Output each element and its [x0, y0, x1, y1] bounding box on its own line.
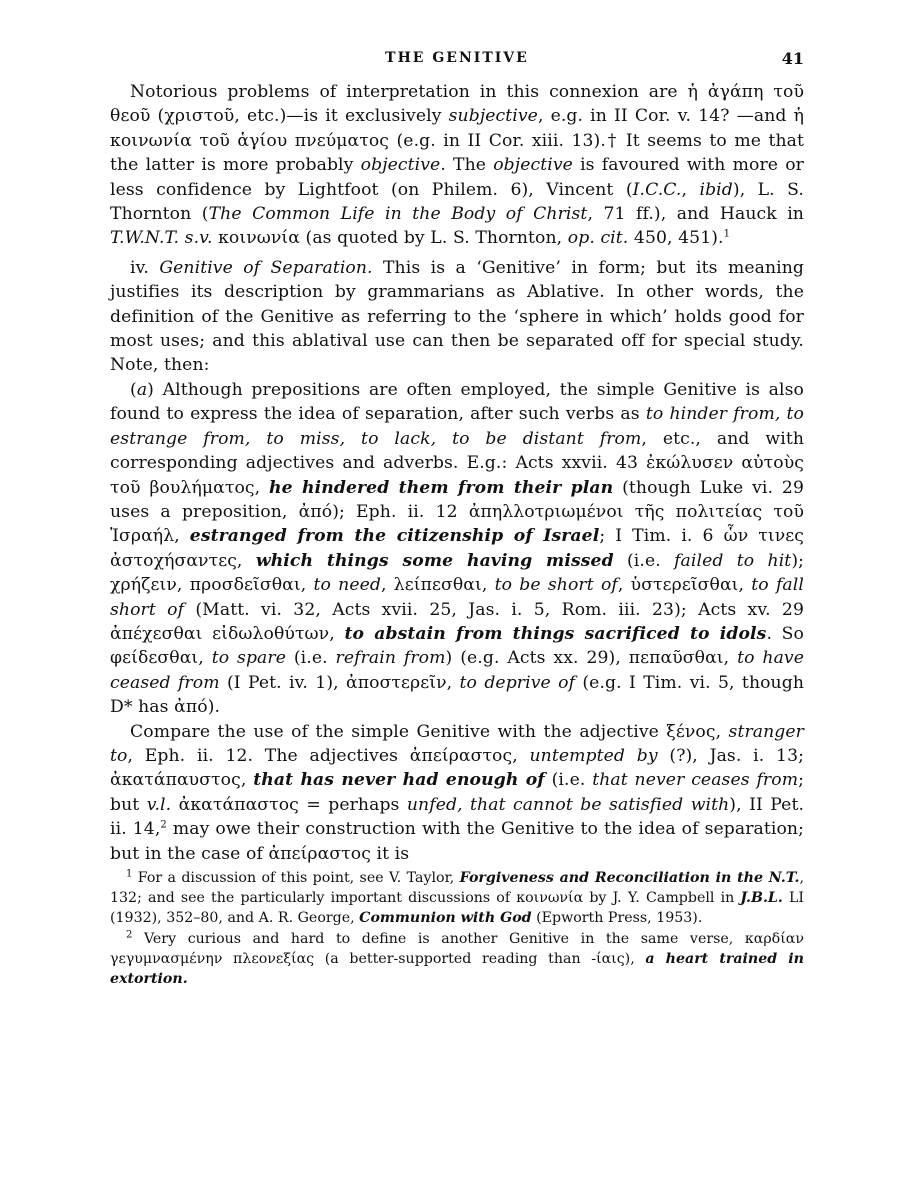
paragraph-genitive-of-separation: iv. Genitive of Separation. This is a ‘Genitive’ in form; but its meaning justifies its description by grammarians as Ablative. In other words, the definition of the Genitive as referring to the ‘sphere in which’ holds good for most uses; and this ablatival use can then be separated off for special study. Note, then:	[110, 257, 804, 376]
paragraph-interpretation-problems: Notorious problems of interpretation in this connexion are ἡ ἀγάπη τοῦ θεοῦ (χριστοῦ, etc.)—is it exclusively subjective, e.g. in II Cor. v. 14? —and ἡ κοινωνία τοῦ ἁγίου πνεύματος (e.g. in II Cor. xiii. 13).† It seems to me that the latter is more probably objective. The objective is favoured with more or less confidence by Lightfoot (on Philem. 6), Vincent (I.C.C., ibid), L. S. Thornton (The Common Life in the Body of Christ, 71 ff.), and Hauck in T.W.N.T. s.v. κοινωνία (as quoted by L. S. Thornton, op. cit. 450, 451).$^1$	[110, 82, 804, 249]
running-head	[110, 50, 804, 72]
running-head-title: THE GENITIVE	[385, 50, 529, 66]
body-text	[110, 80, 804, 866]
page-number: 41	[781, 49, 804, 68]
paragraph-separation-verbs: (a) Although prepositions are often employed, the simple Genitive is also found to express the idea of separation, after such verbs as to hinder from, to estrange from, to miss, to lack, to be distant from, etc., and with corresponding adjectives and adverbs. E.g.: Acts xxvii. 43 ἐκώλυσεν αὐτοὺς τοῦ βουλήματος, he hindered them from their plan (though Luke vi. 29 uses a preposition, ἀπό); Eph. ii. 12 ἀπηλλοτριωμένοι τῆς πολιτείας τοῦ Ἰσραήλ, estranged from the citizenship of Israel; I Tim. i. 6 ὧν τινες ἀστοχήσαντες, which things some having missed (i.e. failed to hit); χρήζειν, προσδεῖσθαι, to need, λείπεσθαι, to be short of, ὑστερεῖσθαι, to fall short of (Matt. vi. 32, Acts xvii. 25, Jas. i. 5, Rom. iii. 23); Acts xv. 29 ἀπέχεσθαι εἰδωλοθύτων, to abstain from things sacrificed to idols. So φείδεσθαι, to spare (i.e. refrain from) (e.g. Acts xx. 29), πεπαῦσθαι, to have ceased from (I Pet. iv. 1), ἀποστερεῖν, to deprive of (e.g. I Tim. vi. 5, though D* has ἀπό).	[110, 379, 805, 718]
footnotes	[110, 868, 804, 989]
footnote-1: $^1$ For a discussion of this point, see V. Taylor, Forgiveness and Reconciliation in the N.T., 132; and see the particularly important discussions of κοινωνία by J. Y. Campbell in J.B.L. LI (1932), 352–80, and A. R. George, Communion with God (Epworth Press, 1953).	[110, 868, 804, 927]
footnote-2: $^2$ Very curious and hard to define is another Genitive in the same verse, καρδίαν γεγυμνασμένην πλεονεξίας (a better-supported reading than -ίαις), a heart trained in extortion.	[110, 928, 804, 988]
paragraph-adjectives: Compare the use of the simple Genitive with the adjective ξένος, stranger to, Eph. ii. 12. The adjectives ἀπείραστος, untempted by (?), Jas. i. 13; ἀκατάπαυστος, that has never had enough of (i.e. that never ceases from; but v.l. ἀκατάπαστος = perhaps unfed, that cannot be satisfied with), II Pet. ii. 14,$^2$ may owe their construction with the Genitive to the idea of separation; but in the case of ἀπείραστος it is	[110, 721, 805, 864]
